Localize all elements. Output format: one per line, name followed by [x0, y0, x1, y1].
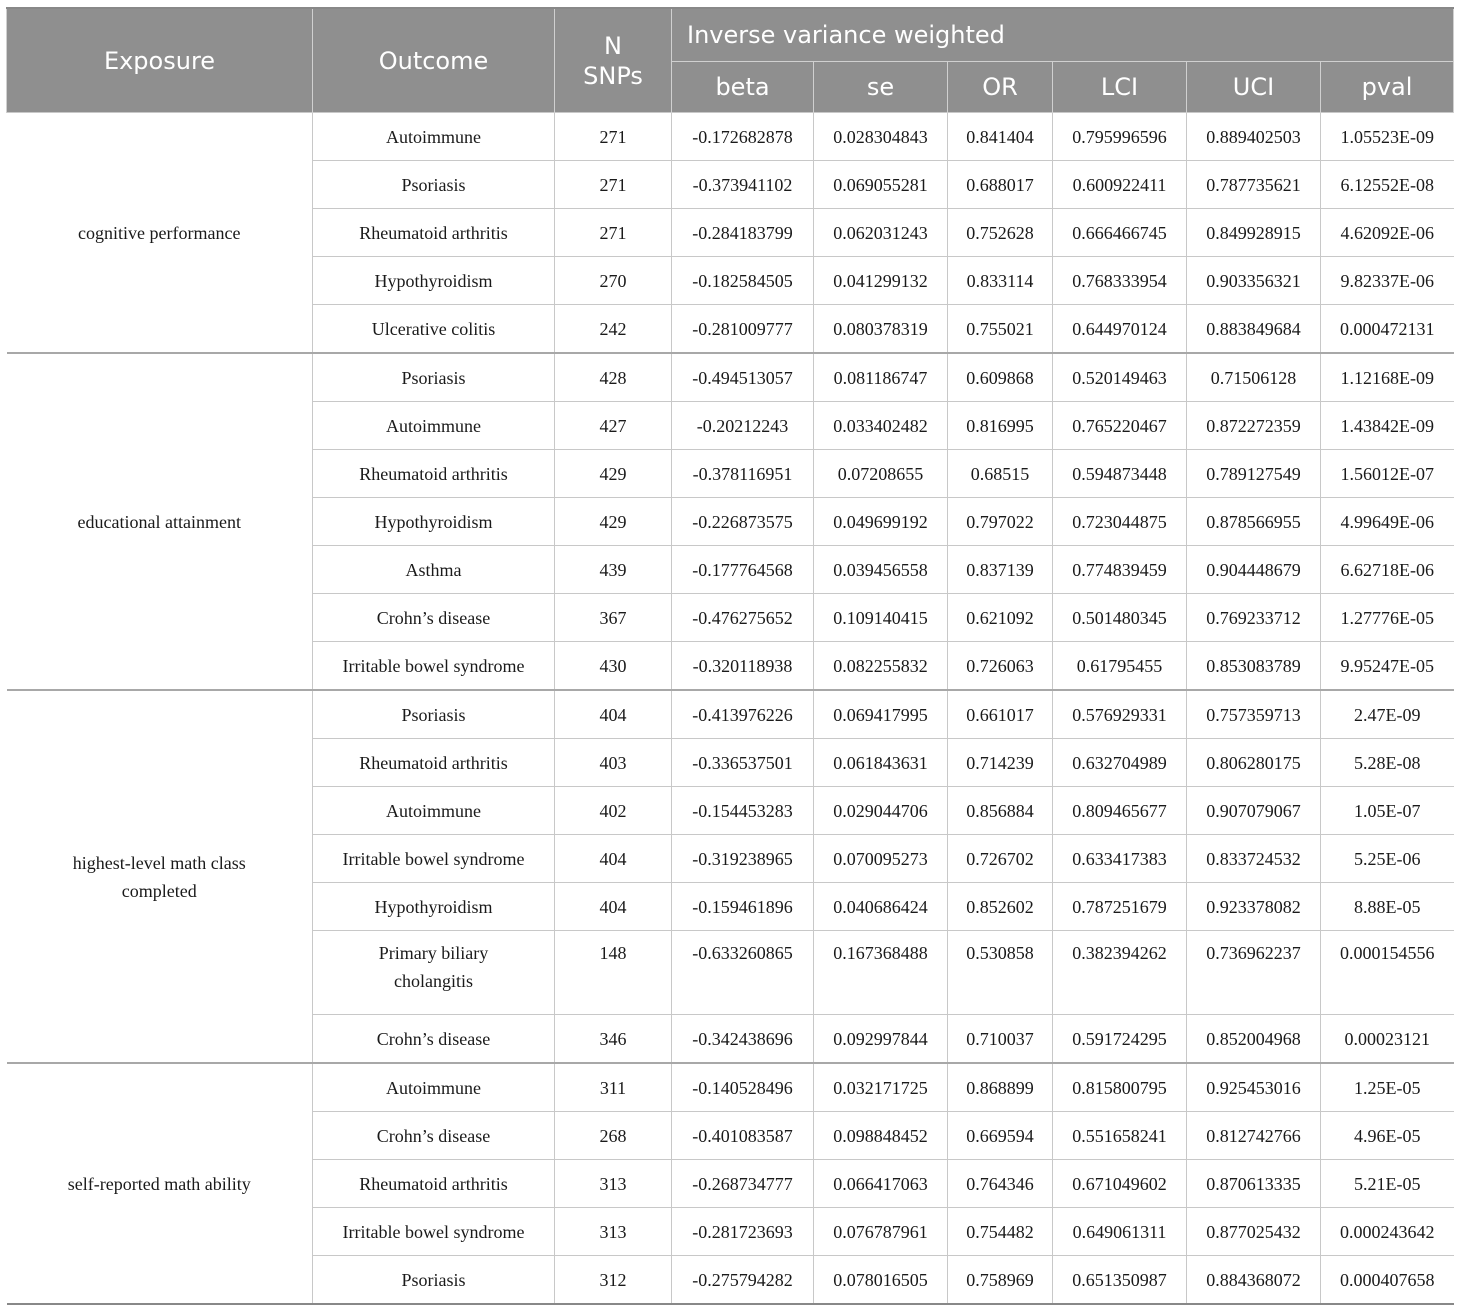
outcome-cell: Rheumatoid arthritis [313, 739, 555, 787]
n-cell: 404 [555, 835, 672, 883]
outcome-cell: Hypothyroidism [313, 883, 555, 931]
uci-cell: 0.849928915 [1187, 209, 1321, 257]
table-row [7, 113, 1454, 161]
outcome-cell: Rheumatoid arthritis [313, 209, 555, 257]
lci-cell: 0.520149463 [1053, 353, 1187, 402]
outcome-cell: Autoimmune [313, 113, 555, 161]
pval-cell: 5.28E-08 [1321, 739, 1454, 787]
pval-cell: 1.12168E-09 [1321, 353, 1454, 402]
header-or: OR [948, 62, 1053, 113]
n-cell: 346 [555, 1015, 672, 1064]
uci-cell: 0.787735621 [1187, 161, 1321, 209]
se-cell: 0.041299132 [814, 257, 948, 305]
lci-cell: 0.671049602 [1053, 1160, 1187, 1208]
pval-cell: 9.82337E-06 [1321, 257, 1454, 305]
beta-cell: -0.633260865 [672, 931, 814, 1015]
pval-cell: 1.27776E-05 [1321, 594, 1454, 642]
uci-cell: 0.806280175 [1187, 739, 1321, 787]
or-cell: 0.726702 [948, 835, 1053, 883]
n-cell: 313 [555, 1208, 672, 1256]
header-exposure: Exposure [7, 8, 313, 113]
table-row [7, 690, 1454, 739]
n-cell: 271 [555, 209, 672, 257]
pval-cell: 6.62718E-06 [1321, 546, 1454, 594]
or-cell: 0.530858 [948, 931, 1053, 1015]
outcome-cell: Irritable bowel syndrome [313, 642, 555, 691]
or-cell: 0.714239 [948, 739, 1053, 787]
lci-cell: 0.591724295 [1053, 1015, 1187, 1064]
or-cell: 0.841404 [948, 113, 1053, 161]
header-beta: beta [672, 62, 814, 113]
pval-cell: 1.25E-05 [1321, 1063, 1454, 1112]
n-cell: 242 [555, 305, 672, 354]
or-cell: 0.833114 [948, 257, 1053, 305]
or-cell: 0.754482 [948, 1208, 1053, 1256]
beta-cell: -0.378116951 [672, 450, 814, 498]
n-cell: 271 [555, 113, 672, 161]
lci-cell: 0.809465677 [1053, 787, 1187, 835]
uci-cell: 0.878566955 [1187, 498, 1321, 546]
n-cell: 271 [555, 161, 672, 209]
header-lci: LCI [1053, 62, 1187, 113]
beta-cell: -0.281009777 [672, 305, 814, 354]
uci-cell: 0.736962237 [1187, 931, 1321, 1015]
n-cell: 311 [555, 1063, 672, 1112]
beta-cell: -0.20212243 [672, 402, 814, 450]
ivw-results-table [6, 7, 1454, 1305]
uci-cell: 0.925453016 [1187, 1063, 1321, 1112]
beta-cell: -0.336537501 [672, 739, 814, 787]
se-cell: 0.066417063 [814, 1160, 948, 1208]
n-cell: 403 [555, 739, 672, 787]
exposure-label: cognitive performance [78, 222, 241, 243]
n-cell: 427 [555, 402, 672, 450]
lci-cell: 0.501480345 [1053, 594, 1187, 642]
pval-cell: 0.000154556 [1321, 931, 1454, 1015]
outcome-cell: Autoimmune [313, 787, 555, 835]
outcome-cell: Hypothyroidism [313, 257, 555, 305]
se-cell: 0.061843631 [814, 739, 948, 787]
pval-cell: 0.000407658 [1321, 1256, 1454, 1305]
uci-cell: 0.71506128 [1187, 353, 1321, 402]
exposure-cell [7, 690, 313, 1063]
pval-cell: 4.62092E-06 [1321, 209, 1454, 257]
beta-cell: -0.373941102 [672, 161, 814, 209]
n-cell: 402 [555, 787, 672, 835]
pval-cell: 0.00023121 [1321, 1015, 1454, 1064]
pval-cell: 5.25E-06 [1321, 835, 1454, 883]
beta-cell: -0.268734777 [672, 1160, 814, 1208]
header-pval: pval [1321, 62, 1454, 113]
uci-cell: 0.853083789 [1187, 642, 1321, 691]
or-cell: 0.669594 [948, 1112, 1053, 1160]
uci-cell: 0.903356321 [1187, 257, 1321, 305]
se-cell: 0.167368488 [814, 931, 948, 1015]
beta-cell: -0.476275652 [672, 594, 814, 642]
outcome-cell: Psoriasis [313, 1256, 555, 1305]
header-uci: UCI [1187, 62, 1321, 113]
beta-cell: -0.154453283 [672, 787, 814, 835]
se-cell: 0.049699192 [814, 498, 948, 546]
uci-cell: 0.757359713 [1187, 690, 1321, 739]
lci-cell: 0.723044875 [1053, 498, 1187, 546]
or-cell: 0.816995 [948, 402, 1053, 450]
results-table-container [6, 7, 1454, 1305]
lci-cell: 0.382394262 [1053, 931, 1187, 1015]
outcome-cell: Primary biliary cholangitis [313, 931, 555, 1015]
se-cell: 0.081186747 [814, 353, 948, 402]
or-cell: 0.710037 [948, 1015, 1053, 1064]
uci-cell: 0.852004968 [1187, 1015, 1321, 1064]
lci-cell: 0.576929331 [1053, 690, 1187, 739]
or-cell: 0.837139 [948, 546, 1053, 594]
beta-cell: -0.413976226 [672, 690, 814, 739]
or-cell: 0.621092 [948, 594, 1053, 642]
pval-cell: 4.99649E-06 [1321, 498, 1454, 546]
outcome-cell: Psoriasis [313, 353, 555, 402]
or-cell: 0.764346 [948, 1160, 1053, 1208]
exposure-cell [7, 353, 313, 690]
or-cell: 0.868899 [948, 1063, 1053, 1112]
lci-cell: 0.649061311 [1053, 1208, 1187, 1256]
lci-cell: 0.61795455 [1053, 642, 1187, 691]
or-cell: 0.797022 [948, 498, 1053, 546]
beta-cell: -0.177764568 [672, 546, 814, 594]
se-cell: 0.070095273 [814, 835, 948, 883]
lci-cell: 0.651350987 [1053, 1256, 1187, 1305]
header-outcome: Outcome [313, 8, 555, 113]
header-ivw-group: Inverse variance weighted [672, 8, 1454, 62]
exposure-label: educational attainment [77, 511, 241, 532]
n-cell: 312 [555, 1256, 672, 1305]
pval-cell: 0.000472131 [1321, 305, 1454, 354]
exposure-label: self-reported math ability [67, 1173, 251, 1194]
beta-cell: -0.401083587 [672, 1112, 814, 1160]
se-cell: 0.078016505 [814, 1256, 948, 1305]
lci-cell: 0.787251679 [1053, 883, 1187, 931]
pval-cell: 1.56012E-07 [1321, 450, 1454, 498]
beta-cell: -0.320118938 [672, 642, 814, 691]
lci-cell: 0.666466745 [1053, 209, 1187, 257]
outcome-cell: Irritable bowel syndrome [313, 1208, 555, 1256]
exposure-cell [7, 1063, 313, 1304]
lci-cell: 0.551658241 [1053, 1112, 1187, 1160]
or-cell: 0.726063 [948, 642, 1053, 691]
lci-cell: 0.644970124 [1053, 305, 1187, 354]
uci-cell: 0.812742766 [1187, 1112, 1321, 1160]
table-header [7, 8, 1454, 113]
n-cell: 439 [555, 546, 672, 594]
se-cell: 0.080378319 [814, 305, 948, 354]
outcome-cell: Irritable bowel syndrome [313, 835, 555, 883]
n-cell: 404 [555, 690, 672, 739]
se-cell: 0.028304843 [814, 113, 948, 161]
exposure-label: highest-level math class completed [72, 852, 246, 901]
uci-cell: 0.877025432 [1187, 1208, 1321, 1256]
se-cell: 0.082255832 [814, 642, 948, 691]
n-cell: 429 [555, 450, 672, 498]
or-cell: 0.752628 [948, 209, 1053, 257]
se-cell: 0.109140415 [814, 594, 948, 642]
outcome-cell: Crohn’s disease [313, 594, 555, 642]
uci-cell: 0.870613335 [1187, 1160, 1321, 1208]
outcome-cell: Ulcerative colitis [313, 305, 555, 354]
beta-cell: -0.226873575 [672, 498, 814, 546]
beta-cell: -0.494513057 [672, 353, 814, 402]
uci-cell: 0.833724532 [1187, 835, 1321, 883]
outcome-cell: Crohn’s disease [313, 1112, 555, 1160]
outcome-cell: Rheumatoid arthritis [313, 450, 555, 498]
uci-cell: 0.889402503 [1187, 113, 1321, 161]
lci-cell: 0.632704989 [1053, 739, 1187, 787]
beta-cell: -0.319238965 [672, 835, 814, 883]
beta-cell: -0.182584505 [672, 257, 814, 305]
beta-cell: -0.281723693 [672, 1208, 814, 1256]
lci-cell: 0.768333954 [1053, 257, 1187, 305]
or-cell: 0.856884 [948, 787, 1053, 835]
se-cell: 0.029044706 [814, 787, 948, 835]
beta-cell: -0.159461896 [672, 883, 814, 931]
beta-cell: -0.140528496 [672, 1063, 814, 1112]
table-row [7, 353, 1454, 402]
n-cell: 313 [555, 1160, 672, 1208]
n-cell: 429 [555, 498, 672, 546]
n-cell: 430 [555, 642, 672, 691]
outcome-cell: Psoriasis [313, 690, 555, 739]
uci-cell: 0.884368072 [1187, 1256, 1321, 1305]
table-row [7, 1063, 1454, 1112]
uci-cell: 0.789127549 [1187, 450, 1321, 498]
or-cell: 0.852602 [948, 883, 1053, 931]
lci-cell: 0.633417383 [1053, 835, 1187, 883]
se-cell: 0.032171725 [814, 1063, 948, 1112]
pval-cell: 6.12552E-08 [1321, 161, 1454, 209]
n-cell: 404 [555, 883, 672, 931]
outcome-cell: Crohn’s disease [313, 1015, 555, 1064]
se-cell: 0.069417995 [814, 690, 948, 739]
outcome-cell: Hypothyroidism [313, 498, 555, 546]
or-cell: 0.609868 [948, 353, 1053, 402]
se-cell: 0.07208655 [814, 450, 948, 498]
n-cell: 428 [555, 353, 672, 402]
or-cell: 0.758969 [948, 1256, 1053, 1305]
se-cell: 0.069055281 [814, 161, 948, 209]
pval-cell: 9.95247E-05 [1321, 642, 1454, 691]
pval-cell: 4.96E-05 [1321, 1112, 1454, 1160]
uci-cell: 0.769233712 [1187, 594, 1321, 642]
beta-cell: -0.172682878 [672, 113, 814, 161]
beta-cell: -0.342438696 [672, 1015, 814, 1064]
se-cell: 0.040686424 [814, 883, 948, 931]
or-cell: 0.68515 [948, 450, 1053, 498]
uci-cell: 0.923378082 [1187, 883, 1321, 931]
uci-cell: 0.907079067 [1187, 787, 1321, 835]
outcome-cell: Autoimmune [313, 402, 555, 450]
n-cell: 148 [555, 931, 672, 1015]
uci-cell: 0.883849684 [1187, 305, 1321, 354]
se-cell: 0.062031243 [814, 209, 948, 257]
outcome-cell: Autoimmune [313, 1063, 555, 1112]
lci-cell: 0.594873448 [1053, 450, 1187, 498]
table-body [7, 113, 1454, 1305]
pval-cell: 5.21E-05 [1321, 1160, 1454, 1208]
pval-cell: 1.05523E-09 [1321, 113, 1454, 161]
se-cell: 0.039456558 [814, 546, 948, 594]
lci-cell: 0.600922411 [1053, 161, 1187, 209]
pval-cell: 1.05E-07 [1321, 787, 1454, 835]
outcome-cell: Asthma [313, 546, 555, 594]
beta-cell: -0.275794282 [672, 1256, 814, 1305]
or-cell: 0.688017 [948, 161, 1053, 209]
lci-cell: 0.815800795 [1053, 1063, 1187, 1112]
se-cell: 0.092997844 [814, 1015, 948, 1064]
header-n-snps: N SNPs [555, 8, 672, 113]
n-cell: 268 [555, 1112, 672, 1160]
outcome-cell: Rheumatoid arthritis [313, 1160, 555, 1208]
pval-cell: 2.47E-09 [1321, 690, 1454, 739]
n-cell: 367 [555, 594, 672, 642]
or-cell: 0.755021 [948, 305, 1053, 354]
lci-cell: 0.795996596 [1053, 113, 1187, 161]
outcome-cell: Psoriasis [313, 161, 555, 209]
se-cell: 0.033402482 [814, 402, 948, 450]
se-cell: 0.098848452 [814, 1112, 948, 1160]
n-cell: 270 [555, 257, 672, 305]
se-cell: 0.076787961 [814, 1208, 948, 1256]
beta-cell: -0.284183799 [672, 209, 814, 257]
uci-cell: 0.904448679 [1187, 546, 1321, 594]
uci-cell: 0.872272359 [1187, 402, 1321, 450]
or-cell: 0.661017 [948, 690, 1053, 739]
header-se: se [814, 62, 948, 113]
pval-cell: 0.000243642 [1321, 1208, 1454, 1256]
lci-cell: 0.774839459 [1053, 546, 1187, 594]
pval-cell: 8.88E-05 [1321, 883, 1454, 931]
lci-cell: 0.765220467 [1053, 402, 1187, 450]
exposure-cell [7, 113, 313, 354]
pval-cell: 1.43842E-09 [1321, 402, 1454, 450]
